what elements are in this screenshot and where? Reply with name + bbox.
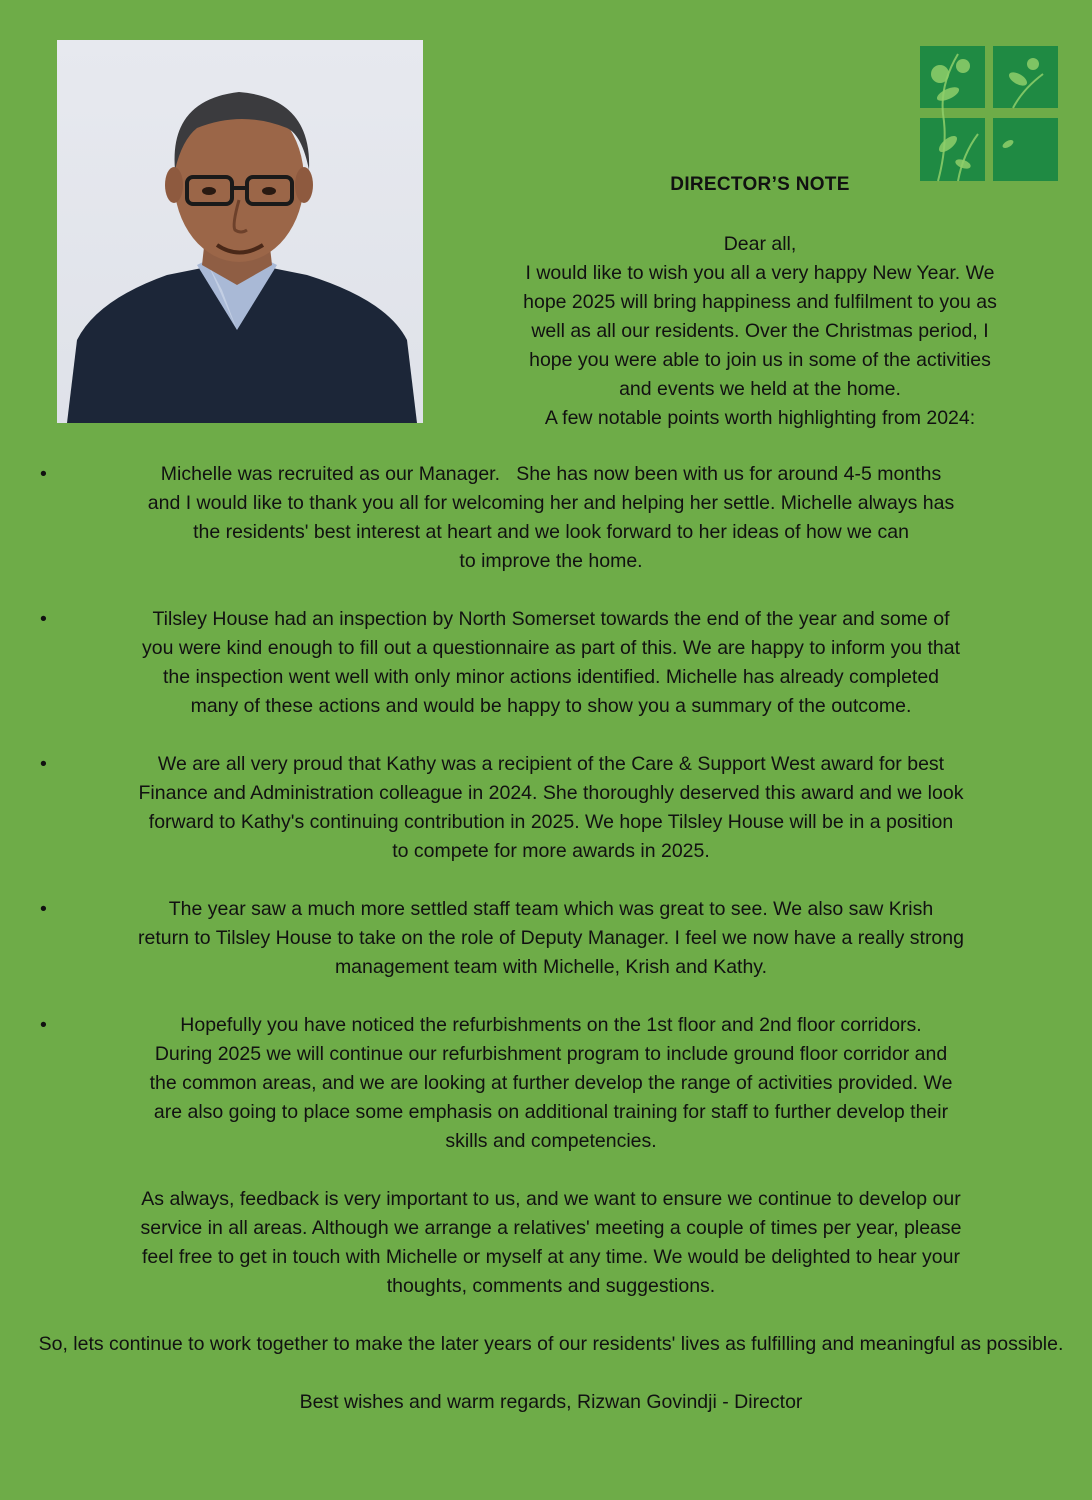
logo-graphic (918, 44, 1060, 183)
bullet-item (36, 460, 1066, 576)
paragraph-line: feel free to get in touch with Michelle or myself at any time. We would be delighted to hear your (142, 1246, 960, 1268)
intro-line: A few notable points worth highlighting from 2024: (544, 407, 976, 429)
paragraph-line: service in all areas. Although we arrange a relatives' meeting a couple of times per year, please (140, 1217, 962, 1239)
signoff (36, 1388, 1066, 1417)
bullet-dot: • (40, 463, 47, 485)
bullet-line: Michelle was recruited as our Manager. She has now been with us for around 4-5 months (160, 463, 942, 485)
bullet-line: Hopefully you have noticed the refurbishments on the 1st floor and 2nd floor corridors. (180, 1014, 922, 1036)
signoff-line: Best wishes and warm regards, (299, 1391, 572, 1413)
bullet-line: Tilsley House had an inspection by North Somerset towards the end of the year and some of (152, 608, 950, 630)
bullet-line: and I would like to thank you all for welcoming her and helping her settle. Michelle always has (147, 492, 955, 514)
intro-line: hope you were able to join us in some of the activities (529, 349, 991, 371)
bullet-line: to compete for more awards in 2025. (392, 840, 710, 862)
bullet-line: to improve the home. (459, 550, 643, 572)
feedback-paragraph (36, 1185, 1066, 1301)
bullet-line: skills and competencies. (445, 1130, 657, 1152)
intro-line: well as all our residents. Over the Christmas period, I (531, 320, 989, 342)
bullet-item (36, 605, 1066, 721)
intro-line: hope 2025 will bring happiness and fulfilment to you as (523, 291, 997, 313)
floral-window-logo (918, 44, 1060, 183)
bullet-line: you were kind enough to fill out a questionnaire as part of this. We are happy to inform you that (141, 637, 961, 659)
bullet-line: are also going to place some emphasis on additional training for staff to further develop their (153, 1101, 949, 1123)
director-portrait (57, 40, 423, 423)
bullet-dot: • (40, 753, 47, 775)
bullet-dot: • (40, 898, 47, 920)
note-body (36, 460, 1066, 1417)
bullet-dot: • (40, 608, 47, 630)
greeting: Dear all, (723, 233, 797, 255)
bullet-line: The year saw a much more settled staff team which was great to see. We also saw Krish (168, 898, 934, 920)
portrait-illustration (57, 40, 423, 423)
bullet-item (36, 895, 1066, 982)
bullet-line: the residents' best interest at heart and we look forward to her ideas of how we can (193, 521, 909, 543)
bullet-line: management team with Michelle, Krish and Kathy. (334, 956, 768, 978)
intro-paragraph (462, 230, 1058, 433)
bullet-line: Finance and Administration colleague in 2024. She thoroughly deserved this award and we look (138, 782, 964, 804)
bullet-line: the inspection went well with only minor actions identified. Michelle has already completed (162, 666, 940, 688)
bullet-item (36, 750, 1066, 866)
bullet-line: the common areas, and we are looking at further develop the range of activities provided. We (149, 1072, 953, 1094)
paragraph-line: As always, feedback is very important to us, and we want to ensure we continue to develop our (141, 1188, 961, 1210)
bullet-line: forward to Kathy's continuing contribution in 2025. We hope Tilsley House will be in a position (148, 811, 954, 833)
signoff-signature: Rizwan Govindji - Director (577, 1391, 803, 1413)
bullet-item (36, 1011, 1066, 1156)
bullet-line: many of these actions and would be happy to show you a summary of the outcome. (190, 695, 912, 717)
intro-line: and events we held at the home. (619, 378, 901, 400)
page-title: DIRECTOR’S NOTE (670, 174, 850, 195)
bullet-line: We are all very proud that Kathy was a recipient of the Care & Support West award for best (157, 753, 945, 775)
closing-paragraph (36, 1330, 1066, 1359)
paragraph-line: thoughts, comments and suggestions. (386, 1275, 716, 1297)
paragraph-line: meaningful as possible. (859, 1333, 1064, 1355)
bullet-line: During 2025 we will continue our refurbishment program to include ground floor corridor and (154, 1043, 948, 1065)
bullet-dot: • (40, 1014, 47, 1036)
paragraph-line: So, lets continue to work together to make the later years of our residents' lives as fulfilling and (38, 1333, 855, 1355)
bullet-line: return to Tilsley House to take on the role of Deputy Manager. I feel we now have a really strong (138, 927, 964, 949)
intro-line: I would like to wish you all a very happy New Year. We (525, 262, 995, 284)
